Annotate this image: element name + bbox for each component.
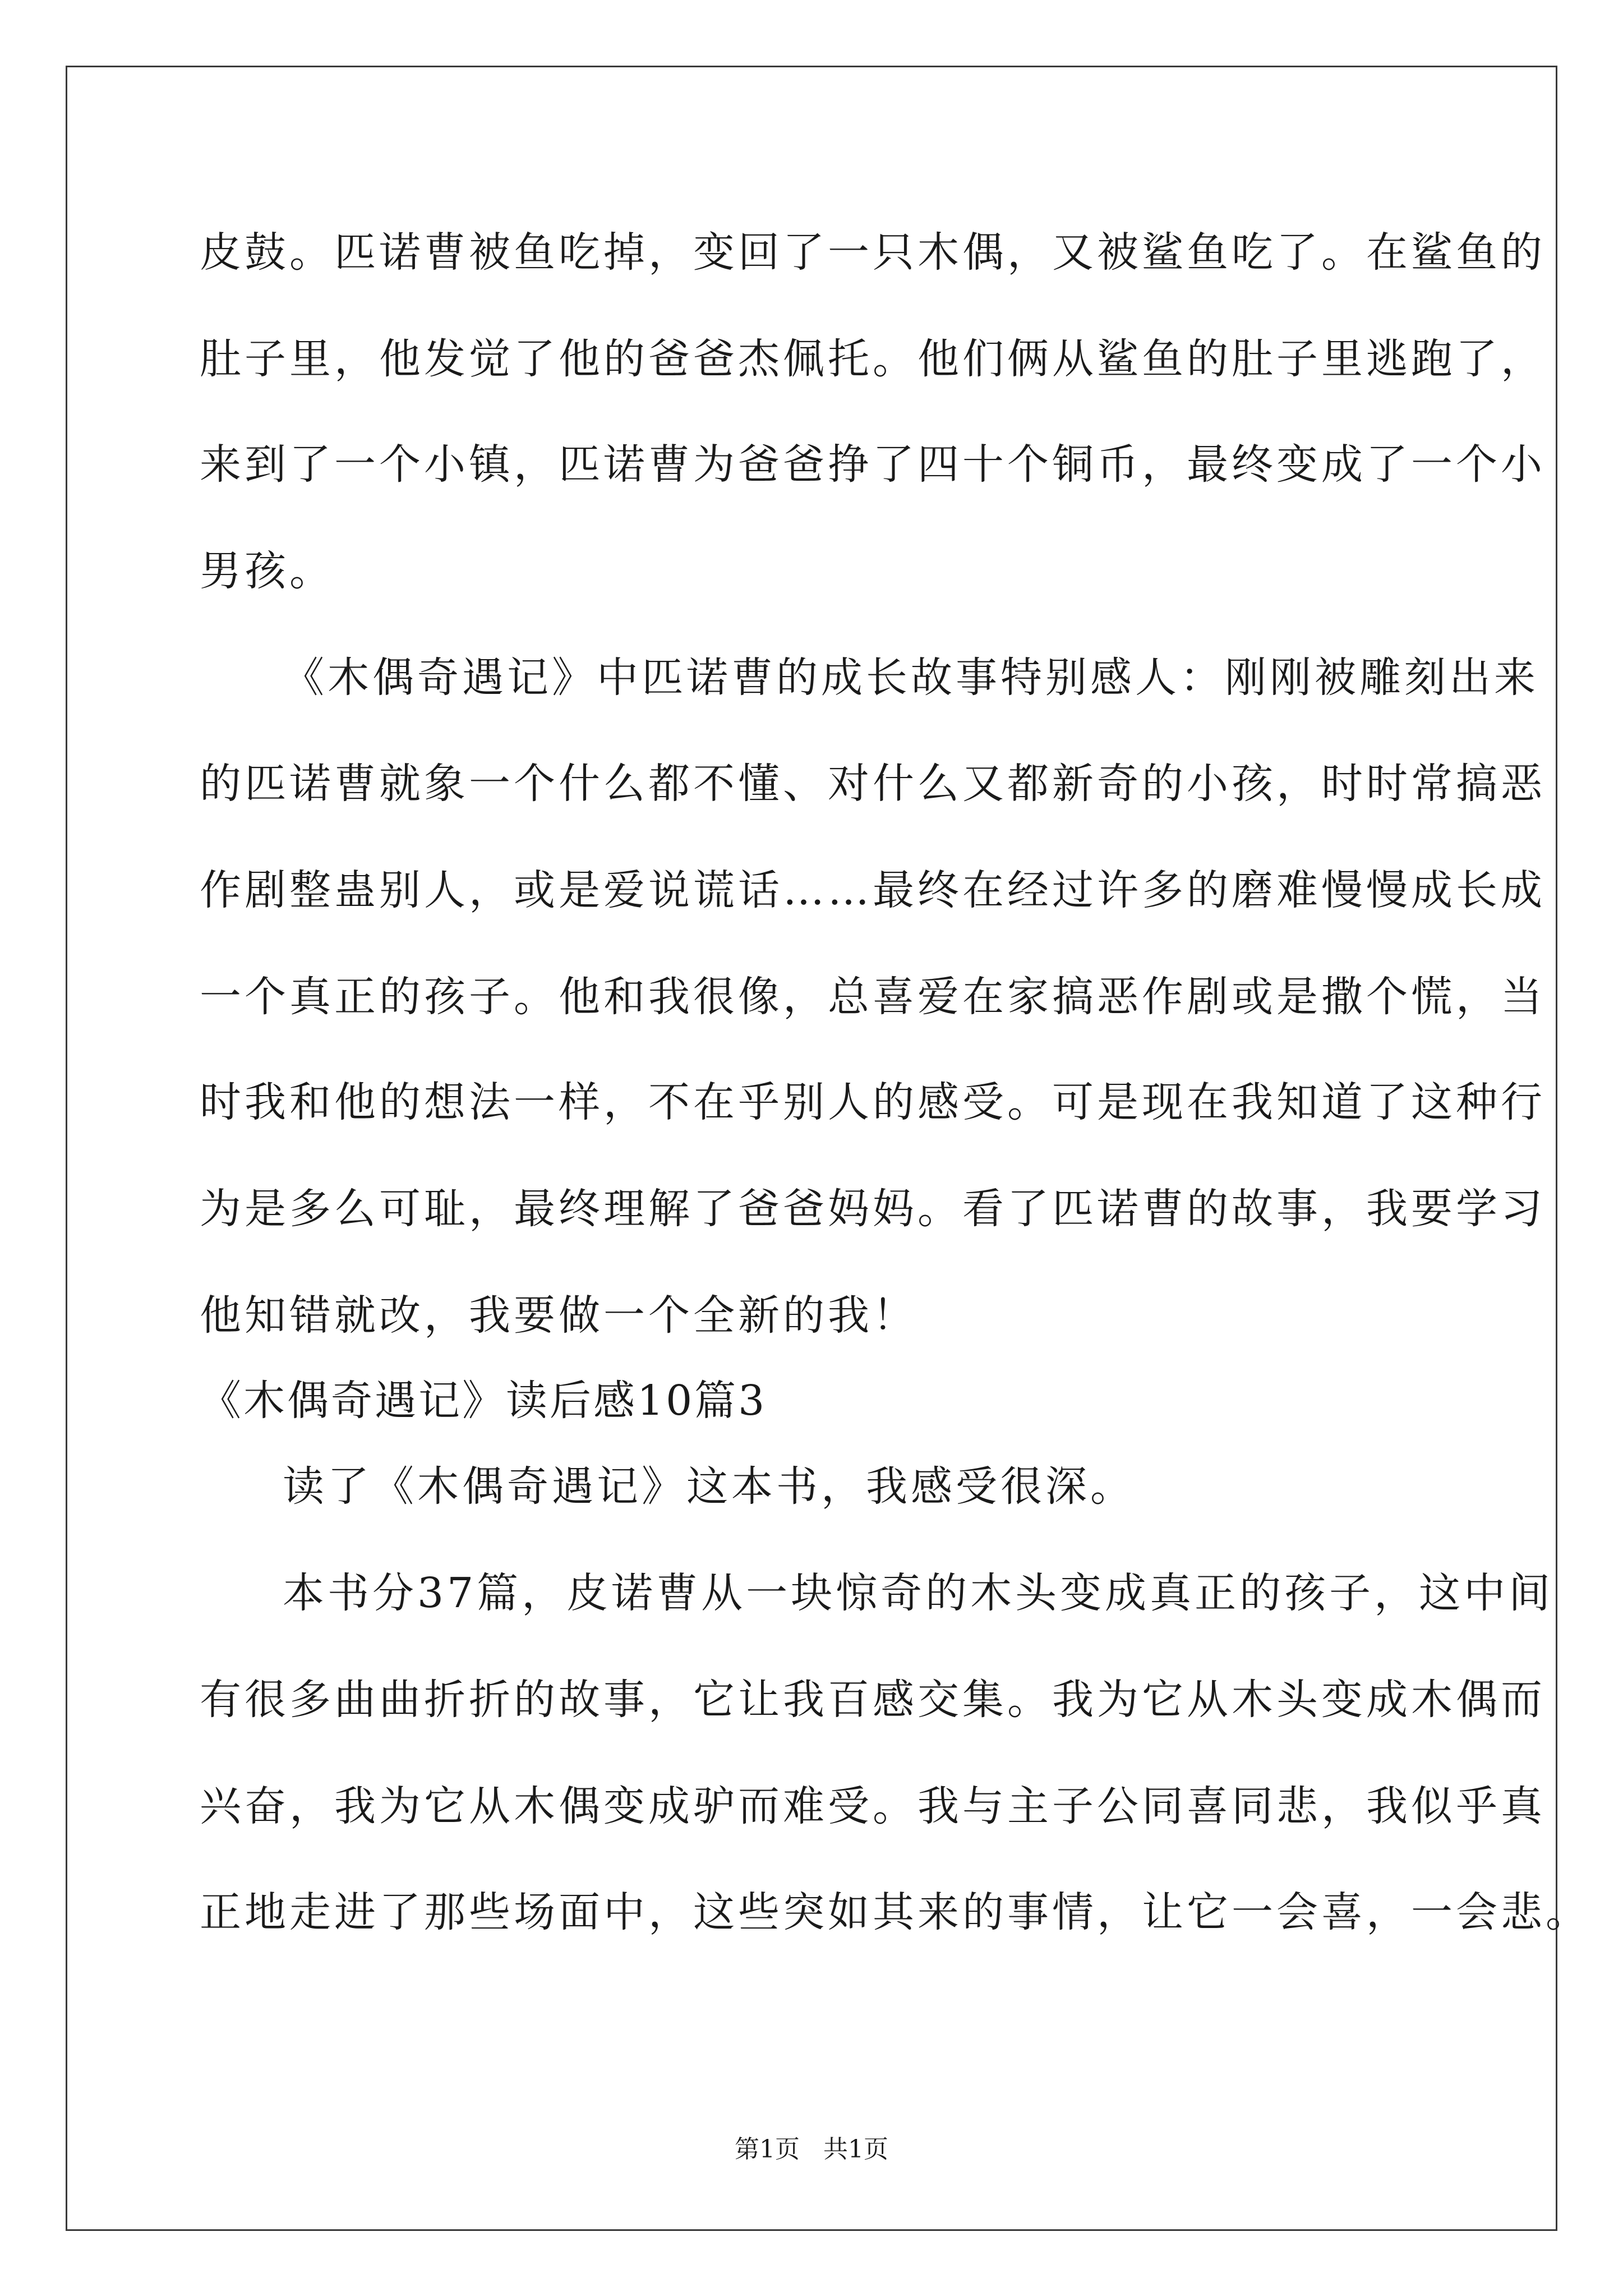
paragraph-line: 作剧整蛊别人，或是爱说谎话……最终在经过许多的磨难慢慢成长成 [200, 866, 1546, 914]
section-heading: 《木偶奇遇记》读后感10篇3 [200, 1377, 767, 1425]
paragraph-line: 男孩。 [200, 547, 334, 595]
paragraph-line: 时我和他的想法一样，不在乎别人的感受。可是现在我知道了这种行 [200, 1078, 1546, 1126]
paragraph-line: 兴奋，我为它从木偶变成驴而难受。我与主子公同喜同悲，我似乎真 [200, 1782, 1546, 1830]
paragraph-line: 一个真正的孩子。他和我很像，总喜爱在家搞恶作剧或是撒个慌，当 [200, 973, 1546, 1021]
paragraph-line: 他知错就改，我要做一个全新的我！ [200, 1291, 917, 1340]
paragraph-line: 为是多么可耻，最终理解了爸爸妈妈。看了匹诺曹的故事，我要学习 [200, 1185, 1546, 1233]
paragraph-line: 正地走进了那些场面中，这些突如其来的事情，让它一会喜，一会悲。 [200, 1888, 1590, 1936]
paragraph-line: 的匹诺曹就象一个什么都不懂、对什么又都新奇的小孩，时时常搞恶 [200, 760, 1546, 808]
paragraph-line: 肚子里，他发觉了他的爸爸杰佩托。他们俩从鲨鱼的肚子里逃跑了， [200, 335, 1546, 383]
paragraph-line: 《木偶奇遇记》中匹诺曹的成长故事特别感人：刚刚被雕刻出来 [283, 654, 1539, 702]
page-footer: 第1页 共1页 [735, 2135, 888, 2164]
paragraph-line: 本书分37篇，皮诺曹从一块惊奇的木头变成真正的孩子，这中间 [283, 1569, 1554, 1617]
paragraph-line: 有很多曲曲折折的故事，它让我百感交集。我为它从木头变成木偶而 [200, 1676, 1546, 1724]
paragraph-line: 皮鼓。匹诺曹被鱼吃掉，变回了一只木偶，又被鲨鱼吃了。在鲨鱼的 [200, 228, 1546, 277]
paragraph-line: 来到了一个小镇，匹诺曹为爸爸挣了四十个铜币，最终变成了一个小 [200, 440, 1546, 489]
paragraph-line: 读了《木偶奇遇记》这本书，我感受很深。 [283, 1462, 1135, 1511]
